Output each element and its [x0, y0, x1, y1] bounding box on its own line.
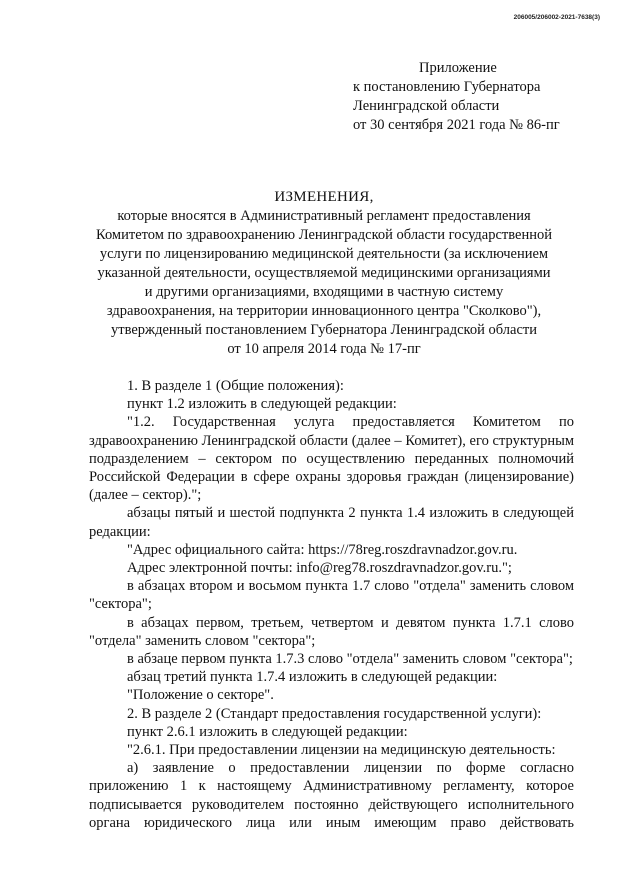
paragraph: в абзацах втором и восьмом пункта 1.7 слово "отдела" заменить словом "сектора"; — [89, 578, 574, 613]
paragraph: абзацы пятый и шестой подпункта 2 пункта 1.4 изложить в следующей редакции: — [89, 505, 574, 540]
paragraph: абзац третий пункта 1.7.4 изложить в следующей редакции: — [127, 669, 498, 686]
annex-line: Ленинградской области — [353, 98, 500, 114]
paragraph: "2.6.1. При предоставлении лицензии на медицинскую деятельность: — [127, 742, 556, 759]
paragraph: Адрес электронной почты: info@reg78.roszdravnadzor.gov.ru."; — [127, 560, 512, 577]
paragraph: а) заявление о предоставлении лицензии по форме согласно приложению 1 к настоящему Административному регламенту, которое подписывается руководителем постоянно действующего исполнительного органа юридического лица или иным имеющим право действовать — [89, 760, 574, 831]
title-line: указанной деятельности, осуществляемой медицинскими организациями — [97, 265, 551, 281]
annex-line: Приложение — [419, 60, 497, 76]
annex-line: от 30 сентября 2021 года № 86-пг — [353, 117, 560, 133]
title-line: здравоохранения, на территории инновационного центра "Сколково"), — [106, 303, 542, 319]
title-line: и другими организациями, входящими в частную систему — [144, 284, 504, 300]
annex-line: к постановлению Губернатора — [353, 79, 541, 95]
title-line: которые вносятся в Административный регламент предоставления — [117, 208, 531, 224]
title-line: от 10 апреля 2014 года № 17-пг — [227, 341, 421, 357]
paragraph: в абзаце первом пункта 1.7.3 слово "отдела" заменить словом "сектора"; — [127, 651, 573, 668]
document-id: 206005/206002-2021-7638(3) — [513, 14, 600, 21]
title-heading: ИЗМЕНЕНИЯ, — [274, 189, 374, 205]
annex-block — [353, 59, 560, 135]
title-line: услуги по лицензированию медицинской деятельности (за исключением — [99, 246, 549, 262]
paragraph: "Положение о секторе". — [127, 687, 274, 704]
document-body — [89, 377, 574, 832]
paragraph: 1. В разделе 1 (Общие положения): — [127, 378, 344, 394]
title-line: Комитетом по здравоохранению Ленинградской области государственной — [96, 227, 552, 243]
document-title — [84, 188, 564, 359]
paragraph: пункт 1.2 изложить в следующей редакции: — [127, 396, 397, 413]
paragraph: "1.2. Государственная услуга предоставляется Комитетом по здравоохранению Ленинградской области (далее – Комитет), его структурным подразделением – сектором по осуществлению переданных полномочий Российской Федерации в сфере охраны здоровья граждан (лицензирование) (далее – сектор)."; — [89, 414, 574, 504]
paragraph: пункт 2.6.1 изложить в следующей редакции: — [127, 723, 408, 740]
paragraph: 2. В разделе 2 (Стандарт предоставления государственной услуги): — [127, 705, 542, 722]
paragraph: "Адрес официального сайта: https://78reg.roszdravnadzor.gov.ru. — [127, 541, 518, 558]
title-line: утвержденный постановлением Губернатора Ленинградской области — [111, 322, 537, 338]
paragraph: в абзацах первом, третьем, четвертом и девятом пункта 1.7.1 слово "отдела" заменить словом "сектора"; — [89, 614, 574, 649]
